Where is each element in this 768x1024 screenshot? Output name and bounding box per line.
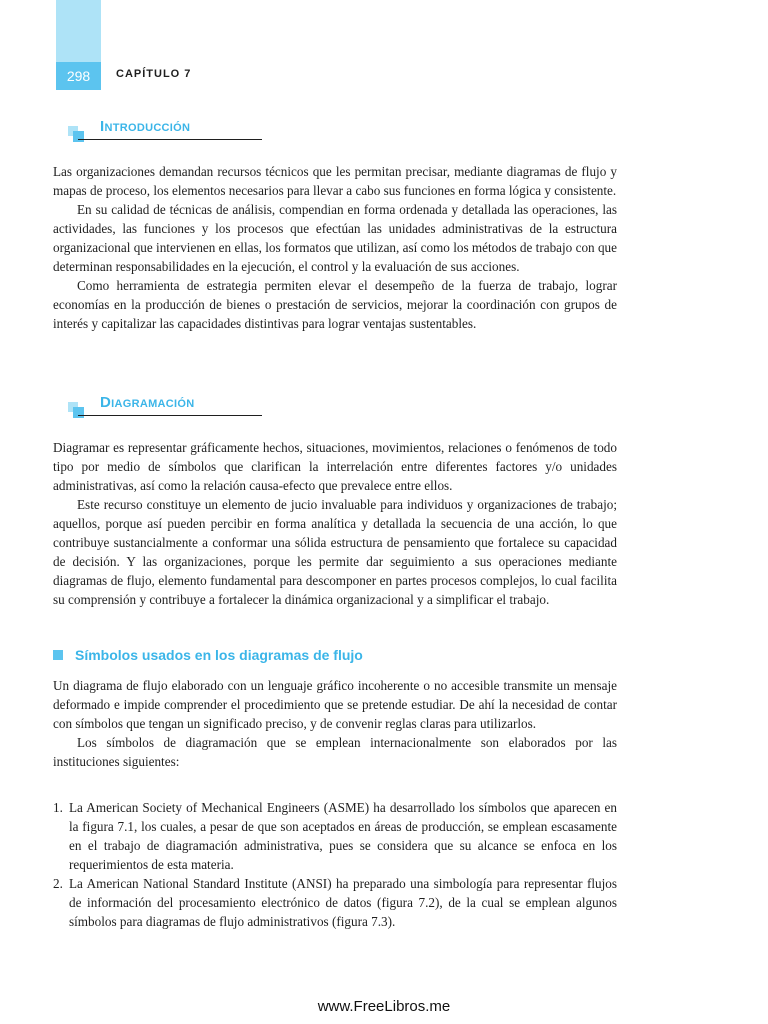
list-text: La American Society of Mechanical Engineers (ASME) ha desarrollado los símbolos que aparecen en la figura 7.1, los cuales, a pesar de que son aceptados en áreas de producción, se emplean escasamente en el trabajo de diagramación administrativa, pues se considera que su alcance se enfoca en los requerimientos de esta materia. (69, 800, 617, 872)
paragraph: Un diagrama de flujo elaborado con un lenguaje gráfico incoherente o no accesible transmite un mensaje deformado e impide comprender el procedimiento que se pretende estudiar. De ahí la necesidad de contar con símbolos que tengan un significado preciso, y de convenir reglas claras para utilizarlos. (53, 678, 617, 731)
section-title: Diagramación (100, 394, 195, 411)
section-heading-diagramacion (66, 392, 266, 422)
square-bullet-icon (73, 407, 84, 418)
paragraph: En su calidad de técnicas de análisis, compendian en forma ordenada y detallada las operaciones, las actividades, las funciones y los procesos que efectúan las unidades administrativas de la estructura organizacional que intervienen en ellas, los formatos que utilizan, así como los métodos de trabajo con que determinan responsabilidades en la ejecución, el control y la evaluación de sus acciones. (53, 202, 617, 274)
page-number: 298 (56, 62, 101, 90)
subsection-title: Símbolos usados en los diagramas de flujo (75, 647, 363, 663)
section-rule (78, 139, 262, 140)
list-number: 1. (53, 800, 63, 815)
list-text: La American National Standard Institute (ANSI) ha preparado una simbología para representar flujos de información del procesamiento electrónico de datos (figura 7.2), de la cual se emplean algunos símbolos para diagramas de flujo administrativos (figura 7.3). (69, 876, 617, 929)
section-title: Introducción (100, 118, 191, 135)
paragraph: Este recurso constituye un elemento de jucio invaluable para individuos y organizaciones de trabajo; aquellos, porque así pueden percibir en forma analítica y detallada la secuencia de una acción, lo que contribuye sustancialmente a conformar una sólida estructura de pensamiento que fortalece su capacidad de decisión. Y las organizaciones, porque les permite dar seguimiento a sus operaciones mediante diagramas de flujo, elemento fundamental para descomponer en partes procesos complejos, lo cual facilita su comprensión y contribuye a fortalecer la dinámica organizacional y a simplificar el trabajo. (53, 497, 617, 607)
footer-url: www.FreeLibros.me (317, 998, 451, 1015)
section-rule (78, 415, 262, 416)
section-heading-introduccion (66, 116, 266, 146)
simbolos-body (53, 676, 617, 771)
chapter-label: CAPÍTULO 7 (116, 68, 192, 80)
paragraph: Los símbolos de diagramación que se emplean internacionalmente son elaborados por las instituciones siguientes: (53, 735, 617, 769)
paragraph: Como herramienta de estrategia permiten elevar el desempeño de la fuerza de trabajo, lograr economías en la producción de bienes o prestación de servicios, mejorar la coordinación con grupos de interés y capitalizar las capacidades distintivas para lograr ventajas sustentables. (53, 278, 617, 331)
square-bullet-icon (53, 650, 63, 660)
list-number: 2. (53, 876, 63, 891)
numbered-list (53, 798, 617, 931)
paragraph: Las organizaciones demandan recursos técnicos que les permitan precisar, mediante diagramas de flujo y mapas de proceso, los elementos necesarios para llevar a cabo sus funciones en forma lógica y consistente. (53, 164, 617, 198)
subsection-heading (53, 647, 363, 663)
list-item (53, 798, 617, 874)
list-item (53, 874, 617, 931)
intro-body (53, 162, 617, 333)
diagramacion-body (53, 438, 617, 609)
paragraph: Diagramar es representar gráficamente hechos, situaciones, movimientos, relaciones o fenómenos de todo tipo por medio de símbolos que clarifican la interrelación entre diferentes factores y/o unidades administrativas, así como la relación causa-efecto que prevalece entre ellos. (53, 440, 617, 493)
square-bullet-icon (73, 131, 84, 142)
